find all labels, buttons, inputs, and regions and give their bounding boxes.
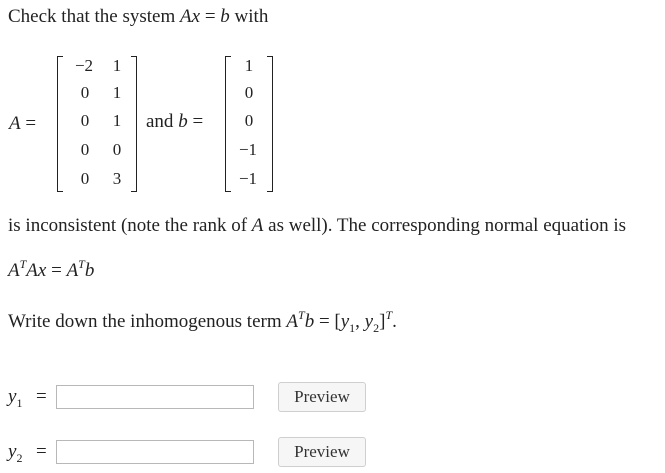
- left-bracket: [225, 56, 231, 192]
- vector-cell: 1: [244, 56, 254, 75]
- right-bracket: [267, 56, 273, 192]
- vector-cell: −1: [238, 169, 258, 188]
- inconsistent-line: is inconsistent (note the rank of A as well). The corresponding normal equation is: [8, 215, 627, 236]
- y2-equals: =: [36, 441, 47, 462]
- vector-cell: 0: [244, 111, 254, 130]
- y1-input[interactable]: [56, 385, 254, 409]
- y1-equals: =: [36, 386, 47, 407]
- right-bracket: [131, 56, 137, 192]
- matrix-cell: −2: [74, 56, 94, 75]
- eq-lhs: Ax: [180, 6, 201, 27]
- matrix-cell: 1: [112, 56, 122, 75]
- y2-preview-button[interactable]: Preview: [278, 437, 366, 467]
- vector-cell: 0: [244, 83, 254, 102]
- instruction-line: Write down the inhomogenous term $A^Tb = [y_1$, $y_2]^T$.: [8, 307, 397, 335]
- matrix-a: [57, 56, 137, 192]
- intro-line: Check that the system Ax = b with: [8, 6, 269, 27]
- vector-b: [225, 56, 273, 192]
- left-bracket: [57, 56, 63, 192]
- matrix-cell: 1: [112, 111, 122, 130]
- matrix-a-label: A =: [9, 113, 37, 134]
- matrix-cell: 0: [80, 169, 90, 188]
- normal-equation: $A^TAx = A^Tb$: [8, 256, 95, 281]
- matrix-cell: 0: [80, 83, 90, 102]
- matrix-cell: 1: [112, 83, 122, 102]
- and-b-label: and b =: [146, 111, 204, 132]
- matrix-cell: 0: [80, 140, 90, 159]
- y1-preview-button[interactable]: Preview: [278, 382, 366, 412]
- matrix-cell: 3: [112, 169, 122, 188]
- matrix-cell: 0: [80, 111, 90, 130]
- matrix-cell: 0: [112, 140, 122, 159]
- y2-label: $y_2$: [8, 441, 23, 465]
- y2-input[interactable]: [56, 440, 254, 464]
- vector-cell: −1: [238, 140, 258, 159]
- eq-rhs: b: [220, 6, 230, 27]
- y1-label: $y_1$: [8, 386, 23, 410]
